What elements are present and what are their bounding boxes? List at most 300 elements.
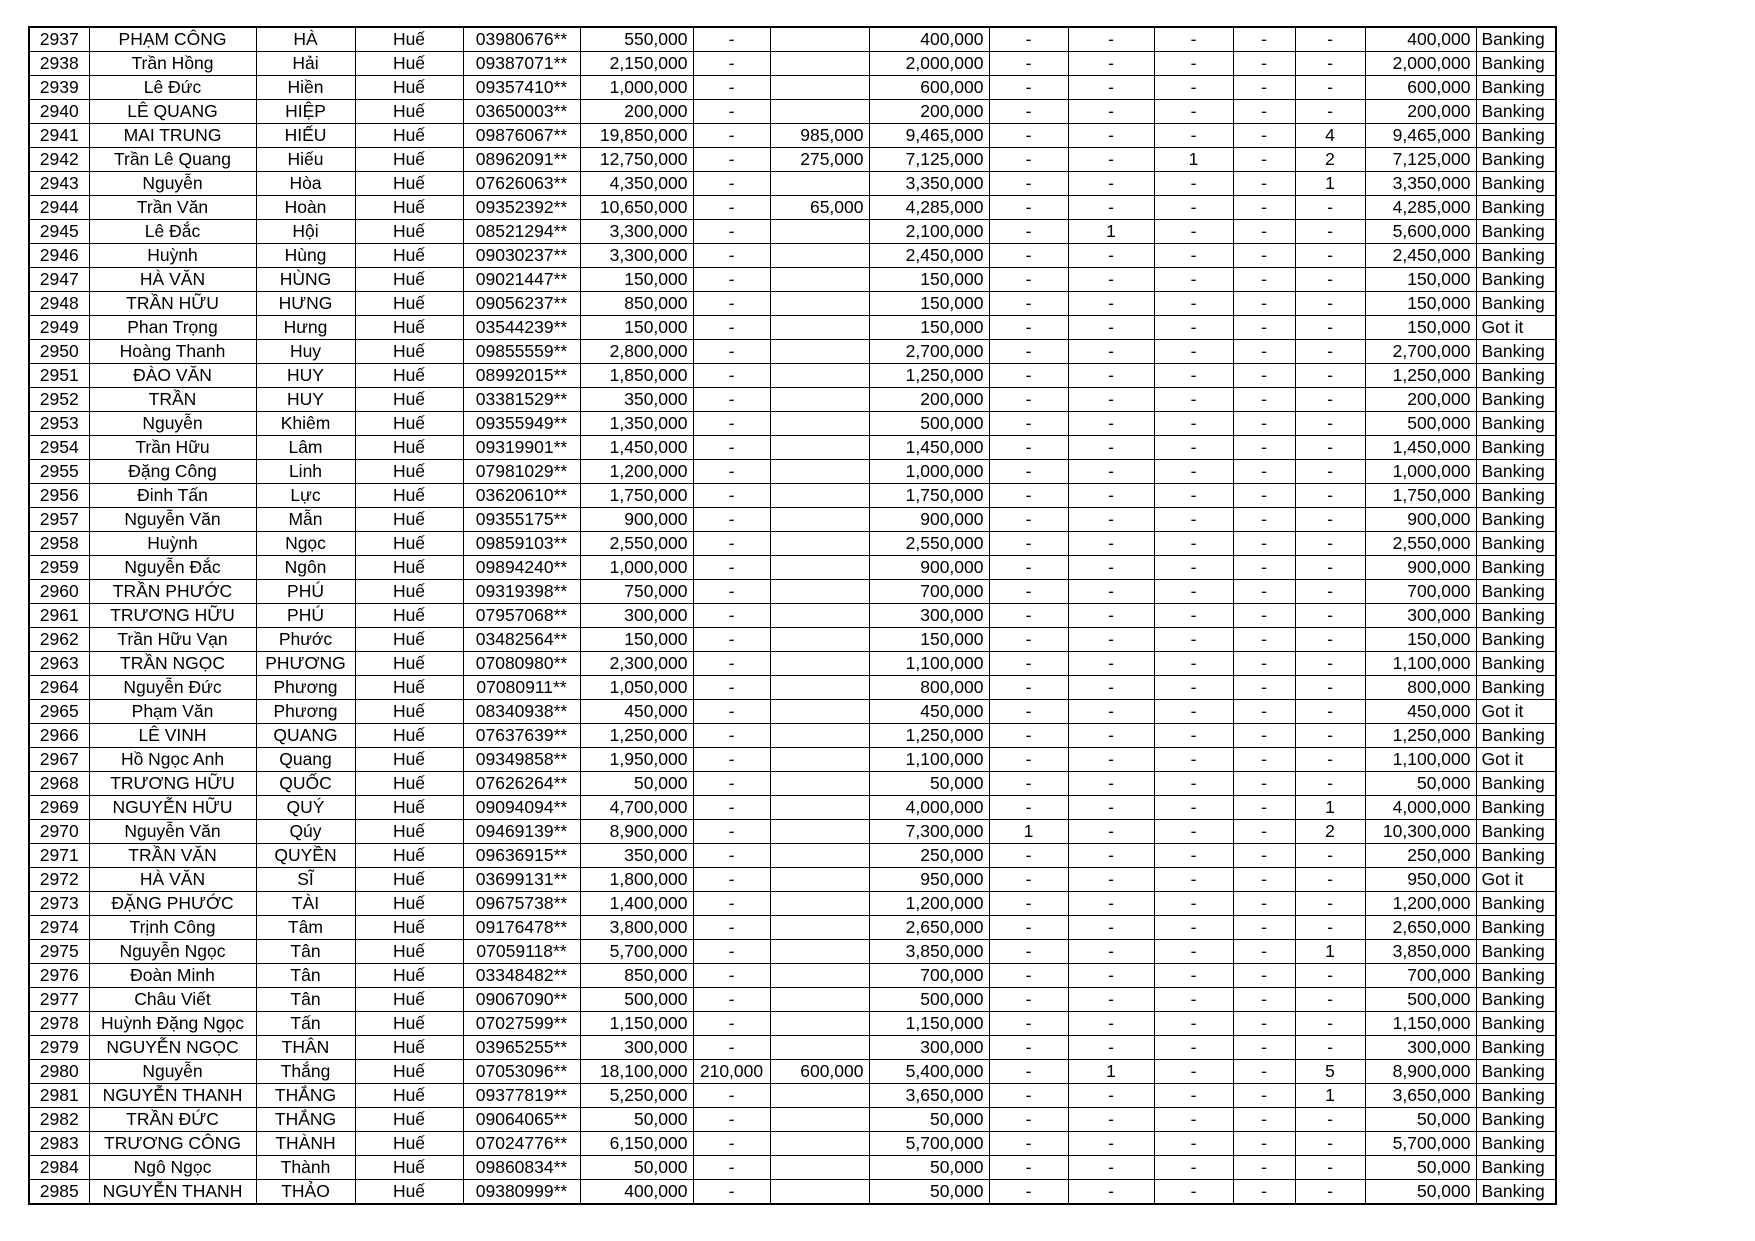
- cell-payment-method: Banking: [1476, 652, 1556, 676]
- cell-col-7: -: [693, 892, 770, 916]
- cell-col-12: -: [1154, 556, 1233, 580]
- cell-row-number: 2985: [29, 1180, 89, 1205]
- cell-col-11: -: [1068, 988, 1154, 1012]
- cell-total: 3,850,000: [1365, 940, 1476, 964]
- cell-row-number: 2944: [29, 196, 89, 220]
- cell-col-13: -: [1233, 700, 1295, 724]
- cell-payment-method: Banking: [1476, 892, 1556, 916]
- cell-col-11: -: [1068, 76, 1154, 100]
- cell-col-12: -: [1154, 1060, 1233, 1084]
- cell-col-8: 65,000: [770, 196, 869, 220]
- cell-col-8: [770, 1180, 869, 1205]
- cell-city: Huế: [355, 292, 463, 316]
- cell-paid-amount: 3,650,000: [869, 1084, 989, 1108]
- cell-given-name: Hiền: [256, 76, 355, 100]
- cell-row-number: 2975: [29, 940, 89, 964]
- cell-col-12: -: [1154, 868, 1233, 892]
- cell-total: 150,000: [1365, 316, 1476, 340]
- cell-phone: 09319398**: [463, 580, 580, 604]
- cell-total: 1,450,000: [1365, 436, 1476, 460]
- cell-total: 700,000: [1365, 580, 1476, 604]
- cell-col-10: -: [989, 724, 1068, 748]
- cell-row-number: 2980: [29, 1060, 89, 1084]
- table-row: [29, 364, 1556, 388]
- cell-phone: 07626264**: [463, 772, 580, 796]
- cell-total: 2,000,000: [1365, 52, 1476, 76]
- cell-row-number: 2981: [29, 1084, 89, 1108]
- cell-col-13: -: [1233, 748, 1295, 772]
- cell-payment-method: Banking: [1476, 196, 1556, 220]
- cell-row-number: 2982: [29, 1108, 89, 1132]
- cell-phone: 09352392**: [463, 196, 580, 220]
- cell-col-8: [770, 868, 869, 892]
- cell-total: 50,000: [1365, 1156, 1476, 1180]
- cell-col-7: -: [693, 916, 770, 940]
- cell-col-10: -: [989, 100, 1068, 124]
- cell-col-13: -: [1233, 508, 1295, 532]
- cell-col-10: -: [989, 508, 1068, 532]
- cell-col-14: -: [1295, 27, 1365, 52]
- cell-row-number: 2957: [29, 508, 89, 532]
- cell-col-11: -: [1068, 1036, 1154, 1060]
- cell-phone: 07080980**: [463, 652, 580, 676]
- cell-given-name: Phương: [256, 700, 355, 724]
- cell-total: 2,650,000: [1365, 916, 1476, 940]
- table-row: [29, 436, 1556, 460]
- cell-amount: 350,000: [580, 844, 693, 868]
- cell-amount: 1,750,000: [580, 484, 693, 508]
- cell-col-8: [770, 556, 869, 580]
- cell-total: 2,450,000: [1365, 244, 1476, 268]
- cell-col-13: -: [1233, 580, 1295, 604]
- cell-phone: 07080911**: [463, 676, 580, 700]
- cell-row-number: 2940: [29, 100, 89, 124]
- cell-phone: 09021447**: [463, 268, 580, 292]
- cell-col-7: -: [693, 628, 770, 652]
- cell-col-11: -: [1068, 172, 1154, 196]
- cell-total: 500,000: [1365, 988, 1476, 1012]
- cell-paid-amount: 500,000: [869, 412, 989, 436]
- cell-col-10: -: [989, 964, 1068, 988]
- cell-col-12: -: [1154, 1084, 1233, 1108]
- cell-given-name: QUỐC: [256, 772, 355, 796]
- table-row: [29, 244, 1556, 268]
- cell-col-14: -: [1295, 988, 1365, 1012]
- cell-col-8: [770, 940, 869, 964]
- spreadsheet-sheet: [28, 26, 1557, 1205]
- cell-col-7: -: [693, 1084, 770, 1108]
- cell-col-13: -: [1233, 1060, 1295, 1084]
- cell-col-13: -: [1233, 1012, 1295, 1036]
- cell-city: Huế: [355, 460, 463, 484]
- cell-city: Huế: [355, 796, 463, 820]
- cell-city: Huế: [355, 1084, 463, 1108]
- cell-given-name: QUYỀN: [256, 844, 355, 868]
- cell-phone: 09067090**: [463, 988, 580, 1012]
- cell-amount: 50,000: [580, 772, 693, 796]
- cell-col-11: -: [1068, 508, 1154, 532]
- cell-paid-amount: 4,285,000: [869, 196, 989, 220]
- cell-col-11: -: [1068, 748, 1154, 772]
- cell-amount: 850,000: [580, 964, 693, 988]
- cell-col-14: -: [1295, 1132, 1365, 1156]
- cell-city: Huế: [355, 27, 463, 52]
- cell-given-name: THẢO: [256, 1180, 355, 1205]
- table-row: [29, 556, 1556, 580]
- cell-city: Huế: [355, 316, 463, 340]
- cell-col-12: -: [1154, 76, 1233, 100]
- cell-row-number: 2974: [29, 916, 89, 940]
- cell-phone: 09469139**: [463, 820, 580, 844]
- cell-col-11: -: [1068, 124, 1154, 148]
- cell-col-14: -: [1295, 292, 1365, 316]
- cell-payment-method: Banking: [1476, 100, 1556, 124]
- cell-paid-amount: 2,700,000: [869, 340, 989, 364]
- cell-surname: Lê Đắc: [89, 220, 256, 244]
- cell-given-name: Huy: [256, 340, 355, 364]
- cell-row-number: 2973: [29, 892, 89, 916]
- cell-col-14: 4: [1295, 124, 1365, 148]
- cell-phone: 09094094**: [463, 796, 580, 820]
- cell-row-number: 2967: [29, 748, 89, 772]
- cell-given-name: Tân: [256, 940, 355, 964]
- cell-col-11: -: [1068, 268, 1154, 292]
- cell-col-14: -: [1295, 844, 1365, 868]
- cell-col-11: -: [1068, 1084, 1154, 1108]
- cell-row-number: 2979: [29, 1036, 89, 1060]
- cell-col-12: -: [1154, 772, 1233, 796]
- cell-given-name: Lực: [256, 484, 355, 508]
- cell-payment-method: Got it: [1476, 748, 1556, 772]
- cell-surname: Trần Văn: [89, 196, 256, 220]
- cell-phone: 03965255**: [463, 1036, 580, 1060]
- cell-col-12: -: [1154, 1012, 1233, 1036]
- cell-col-7: -: [693, 220, 770, 244]
- cell-total: 200,000: [1365, 100, 1476, 124]
- cell-col-11: -: [1068, 940, 1154, 964]
- cell-phone: 09855559**: [463, 340, 580, 364]
- cell-payment-method: Banking: [1476, 388, 1556, 412]
- cell-payment-method: Banking: [1476, 27, 1556, 52]
- cell-surname: HÀ VĂN: [89, 268, 256, 292]
- table-row: [29, 700, 1556, 724]
- cell-given-name: TÀI: [256, 892, 355, 916]
- cell-payment-method: Banking: [1476, 604, 1556, 628]
- cell-col-14: -: [1295, 556, 1365, 580]
- cell-col-14: 1: [1295, 1084, 1365, 1108]
- cell-phone: 09030237**: [463, 244, 580, 268]
- cell-paid-amount: 300,000: [869, 1036, 989, 1060]
- cell-col-11: -: [1068, 1156, 1154, 1180]
- cell-surname: Nguyễn Đức: [89, 676, 256, 700]
- cell-col-10: -: [989, 292, 1068, 316]
- cell-total: 4,285,000: [1365, 196, 1476, 220]
- cell-payment-method: Banking: [1476, 820, 1556, 844]
- cell-amount: 18,100,000: [580, 1060, 693, 1084]
- cell-col-7: -: [693, 100, 770, 124]
- cell-col-13: -: [1233, 436, 1295, 460]
- table-row: [29, 1108, 1556, 1132]
- cell-phone: 09349858**: [463, 748, 580, 772]
- cell-col-10: -: [989, 340, 1068, 364]
- cell-payment-method: Banking: [1476, 916, 1556, 940]
- table-row: [29, 940, 1556, 964]
- cell-col-7: -: [693, 868, 770, 892]
- cell-payment-method: Banking: [1476, 964, 1556, 988]
- cell-row-number: 2952: [29, 388, 89, 412]
- cell-col-12: -: [1154, 1132, 1233, 1156]
- cell-col-12: 1: [1154, 148, 1233, 172]
- cell-col-10: -: [989, 124, 1068, 148]
- cell-col-14: 2: [1295, 148, 1365, 172]
- cell-col-11: -: [1068, 52, 1154, 76]
- cell-phone: 03620610**: [463, 484, 580, 508]
- cell-paid-amount: 300,000: [869, 604, 989, 628]
- cell-total: 150,000: [1365, 292, 1476, 316]
- cell-surname: Trần Hữu: [89, 436, 256, 460]
- cell-phone: 08992015**: [463, 364, 580, 388]
- cell-col-10: -: [989, 196, 1068, 220]
- cell-phone: 08962091**: [463, 148, 580, 172]
- cell-paid-amount: 5,700,000: [869, 1132, 989, 1156]
- cell-col-14: -: [1295, 676, 1365, 700]
- cell-col-12: -: [1154, 100, 1233, 124]
- cell-col-12: -: [1154, 196, 1233, 220]
- cell-paid-amount: 800,000: [869, 676, 989, 700]
- cell-col-12: -: [1154, 940, 1233, 964]
- table-row: [29, 412, 1556, 436]
- cell-given-name: Tân: [256, 964, 355, 988]
- cell-col-11: -: [1068, 868, 1154, 892]
- cell-col-13: -: [1233, 1180, 1295, 1205]
- table-row: [29, 124, 1556, 148]
- cell-payment-method: Banking: [1476, 676, 1556, 700]
- cell-col-7: -: [693, 988, 770, 1012]
- cell-col-8: [770, 988, 869, 1012]
- cell-city: Huế: [355, 172, 463, 196]
- cell-row-number: 2951: [29, 364, 89, 388]
- cell-given-name: Quang: [256, 748, 355, 772]
- cell-col-8: [770, 436, 869, 460]
- cell-col-12: -: [1154, 820, 1233, 844]
- cell-payment-method: Banking: [1476, 1156, 1556, 1180]
- cell-total: 1,000,000: [1365, 460, 1476, 484]
- cell-amount: 4,700,000: [580, 796, 693, 820]
- cell-city: Huế: [355, 820, 463, 844]
- cell-col-8: [770, 364, 869, 388]
- table-row: [29, 316, 1556, 340]
- cell-col-13: -: [1233, 868, 1295, 892]
- cell-payment-method: Banking: [1476, 172, 1556, 196]
- cell-given-name: Hùng: [256, 244, 355, 268]
- cell-col-11: -: [1068, 484, 1154, 508]
- cell-row-number: 2956: [29, 484, 89, 508]
- cell-col-13: -: [1233, 100, 1295, 124]
- cell-payment-method: Banking: [1476, 724, 1556, 748]
- cell-given-name: Hưng: [256, 316, 355, 340]
- cell-total: 150,000: [1365, 268, 1476, 292]
- cell-row-number: 2983: [29, 1132, 89, 1156]
- cell-col-8: [770, 1108, 869, 1132]
- cell-col-14: -: [1295, 268, 1365, 292]
- cell-col-13: -: [1233, 244, 1295, 268]
- cell-surname: LÊ QUANG: [89, 100, 256, 124]
- table-row: [29, 844, 1556, 868]
- cell-col-7: -: [693, 292, 770, 316]
- cell-col-11: -: [1068, 244, 1154, 268]
- cell-paid-amount: 2,100,000: [869, 220, 989, 244]
- cell-col-8: [770, 796, 869, 820]
- cell-total: 950,000: [1365, 868, 1476, 892]
- cell-col-14: -: [1295, 1156, 1365, 1180]
- cell-given-name: HÙNG: [256, 268, 355, 292]
- cell-col-10: -: [989, 868, 1068, 892]
- cell-total: 10,300,000: [1365, 820, 1476, 844]
- cell-payment-method: Banking: [1476, 532, 1556, 556]
- cell-payment-method: Banking: [1476, 772, 1556, 796]
- cell-col-7: -: [693, 1108, 770, 1132]
- cell-col-10: -: [989, 580, 1068, 604]
- cell-surname: PHẠM CÔNG: [89, 27, 256, 52]
- cell-row-number: 2947: [29, 268, 89, 292]
- cell-paid-amount: 2,550,000: [869, 532, 989, 556]
- cell-surname: Châu Viết: [89, 988, 256, 1012]
- cell-col-8: [770, 460, 869, 484]
- cell-col-13: -: [1233, 604, 1295, 628]
- cell-phone: 03544239**: [463, 316, 580, 340]
- cell-col-10: -: [989, 388, 1068, 412]
- cell-col-10: -: [989, 700, 1068, 724]
- table-row: [29, 988, 1556, 1012]
- cell-col-14: -: [1295, 52, 1365, 76]
- cell-col-11: -: [1068, 1012, 1154, 1036]
- table-row: [29, 268, 1556, 292]
- cell-city: Huế: [355, 676, 463, 700]
- cell-col-13: -: [1233, 772, 1295, 796]
- cell-row-number: 2953: [29, 412, 89, 436]
- cell-col-12: -: [1154, 988, 1233, 1012]
- cell-paid-amount: 1,150,000: [869, 1012, 989, 1036]
- cell-city: Huế: [355, 484, 463, 508]
- cell-payment-method: Banking: [1476, 1012, 1556, 1036]
- cell-total: 600,000: [1365, 76, 1476, 100]
- cell-city: Huế: [355, 892, 463, 916]
- cell-phone: 09357410**: [463, 76, 580, 100]
- cell-amount: 150,000: [580, 628, 693, 652]
- cell-col-10: -: [989, 460, 1068, 484]
- cell-row-number: 2965: [29, 700, 89, 724]
- cell-surname: Nguyễn Văn: [89, 508, 256, 532]
- cell-paid-amount: 1,250,000: [869, 364, 989, 388]
- cell-col-8: 275,000: [770, 148, 869, 172]
- cell-col-12: -: [1154, 532, 1233, 556]
- cell-surname: Nguyễn Ngọc: [89, 940, 256, 964]
- cell-total: 1,100,000: [1365, 652, 1476, 676]
- cell-surname: TRẦN VĂN: [89, 844, 256, 868]
- cell-paid-amount: 1,750,000: [869, 484, 989, 508]
- cell-phone: 07637639**: [463, 724, 580, 748]
- cell-amount: 1,200,000: [580, 460, 693, 484]
- cell-col-11: -: [1068, 364, 1154, 388]
- cell-col-7: -: [693, 580, 770, 604]
- cell-total: 4,000,000: [1365, 796, 1476, 820]
- cell-col-12: -: [1154, 172, 1233, 196]
- cell-col-10: -: [989, 244, 1068, 268]
- cell-phone: 09377819**: [463, 1084, 580, 1108]
- cell-amount: 150,000: [580, 268, 693, 292]
- cell-amount: 1,150,000: [580, 1012, 693, 1036]
- cell-col-8: [770, 244, 869, 268]
- cell-col-8: [770, 580, 869, 604]
- cell-paid-amount: 1,100,000: [869, 748, 989, 772]
- cell-total: 250,000: [1365, 844, 1476, 868]
- cell-surname: TRẦN PHƯỚC: [89, 580, 256, 604]
- cell-surname: LÊ VINH: [89, 724, 256, 748]
- cell-col-11: -: [1068, 916, 1154, 940]
- cell-col-12: -: [1154, 748, 1233, 772]
- cell-city: Huế: [355, 1180, 463, 1205]
- cell-surname: Nguyễn: [89, 1060, 256, 1084]
- cell-col-14: -: [1295, 220, 1365, 244]
- cell-row-number: 2969: [29, 796, 89, 820]
- cell-col-12: -: [1154, 316, 1233, 340]
- cell-col-13: -: [1233, 148, 1295, 172]
- cell-payment-method: Banking: [1476, 124, 1556, 148]
- cell-payment-method: Banking: [1476, 628, 1556, 652]
- cell-col-8: [770, 724, 869, 748]
- cell-surname: NGUYỄN HỮU: [89, 796, 256, 820]
- cell-col-14: -: [1295, 508, 1365, 532]
- cell-payment-method: Banking: [1476, 1180, 1556, 1205]
- cell-col-8: 985,000: [770, 124, 869, 148]
- cell-payment-method: Banking: [1476, 1060, 1556, 1084]
- cell-paid-amount: 1,100,000: [869, 652, 989, 676]
- cell-col-13: -: [1233, 172, 1295, 196]
- cell-total: 200,000: [1365, 388, 1476, 412]
- cell-amount: 1,050,000: [580, 676, 693, 700]
- cell-phone: 07957068**: [463, 604, 580, 628]
- cell-col-14: -: [1295, 436, 1365, 460]
- cell-row-number: 2955: [29, 460, 89, 484]
- cell-col-7: -: [693, 964, 770, 988]
- cell-paid-amount: 500,000: [869, 988, 989, 1012]
- cell-col-12: -: [1154, 652, 1233, 676]
- cell-col-14: -: [1295, 484, 1365, 508]
- cell-surname: Huỳnh: [89, 532, 256, 556]
- cell-surname: Đinh Tấn: [89, 484, 256, 508]
- cell-phone: 03482564**: [463, 628, 580, 652]
- cell-paid-amount: 1,200,000: [869, 892, 989, 916]
- cell-col-14: -: [1295, 772, 1365, 796]
- cell-amount: 10,650,000: [580, 196, 693, 220]
- cell-given-name: Thành: [256, 1156, 355, 1180]
- cell-col-13: -: [1233, 628, 1295, 652]
- cell-surname: Trần Hữu Vạn: [89, 628, 256, 652]
- cell-col-7: 210,000: [693, 1060, 770, 1084]
- cell-amount: 500,000: [580, 988, 693, 1012]
- cell-amount: 1,450,000: [580, 436, 693, 460]
- cell-col-12: -: [1154, 916, 1233, 940]
- cell-given-name: Tân: [256, 988, 355, 1012]
- cell-given-name: HIỆP: [256, 100, 355, 124]
- cell-col-13: -: [1233, 796, 1295, 820]
- cell-col-14: 5: [1295, 1060, 1365, 1084]
- cell-amount: 4,350,000: [580, 172, 693, 196]
- cell-city: Huế: [355, 748, 463, 772]
- cell-payment-method: Banking: [1476, 484, 1556, 508]
- cell-city: Huế: [355, 124, 463, 148]
- cell-col-13: -: [1233, 724, 1295, 748]
